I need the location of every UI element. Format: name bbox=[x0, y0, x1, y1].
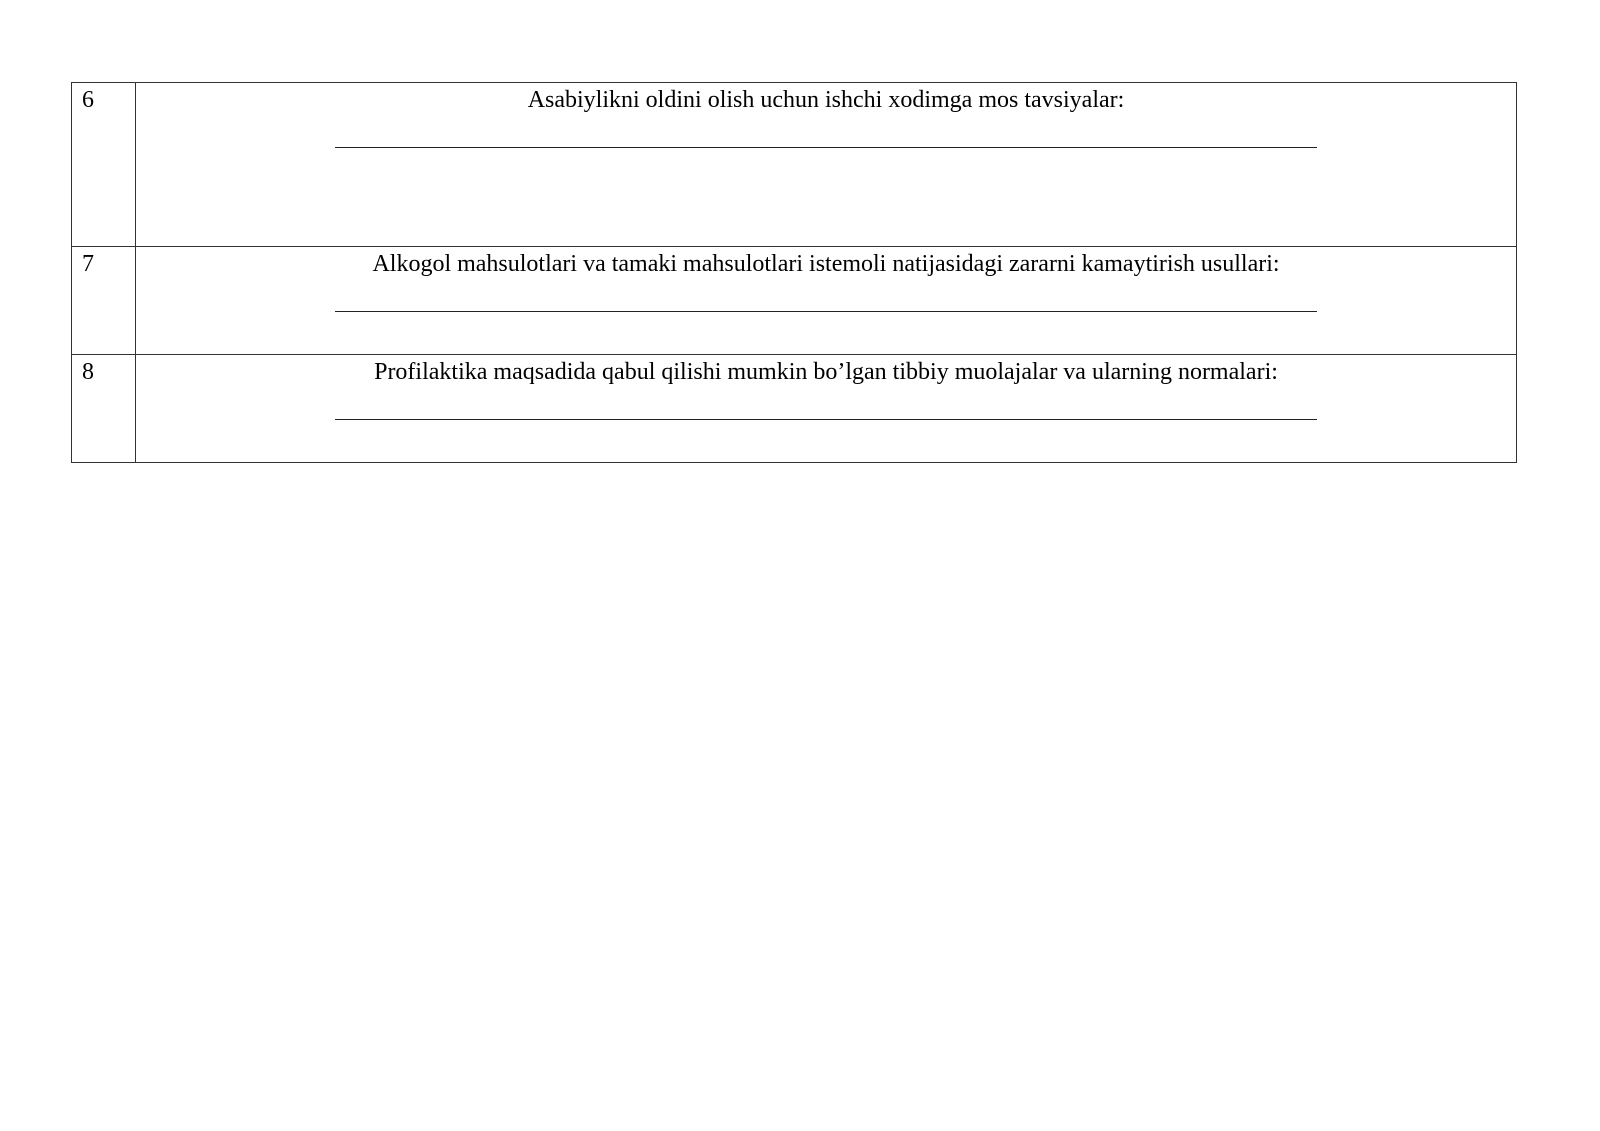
row-number: 7 bbox=[82, 251, 94, 277]
question-cell bbox=[136, 355, 1517, 463]
row-number-cell bbox=[72, 83, 136, 247]
question-prompt: Alkogol mahsulotlari va tamaki mahsulotlari istemoli natijasidagi zararni kamaytirish usullari: bbox=[372, 251, 1280, 277]
answer-blank-line[interactable] bbox=[335, 311, 1317, 312]
question-prompt: Profilaktika maqsadida qabul qilishi mumkin bo’lgan tibbiy muolajalar va ularning normalari: bbox=[374, 359, 1278, 385]
answer-blank-line[interactable] bbox=[335, 147, 1317, 148]
row-number-cell bbox=[72, 355, 136, 463]
questions-table bbox=[71, 82, 1517, 463]
row-number-cell bbox=[72, 247, 136, 355]
answer-blank-line[interactable] bbox=[335, 419, 1317, 420]
question-prompt: Asabiylikni oldini olish uchun ishchi xodimga mos tavsiyalar: bbox=[527, 87, 1125, 113]
table-row bbox=[72, 247, 1517, 355]
question-cell bbox=[136, 247, 1517, 355]
table-row bbox=[72, 355, 1517, 463]
question-cell bbox=[136, 83, 1517, 247]
row-number: 8 bbox=[82, 359, 94, 385]
table-row bbox=[72, 83, 1517, 247]
row-number: 6 bbox=[82, 87, 94, 113]
